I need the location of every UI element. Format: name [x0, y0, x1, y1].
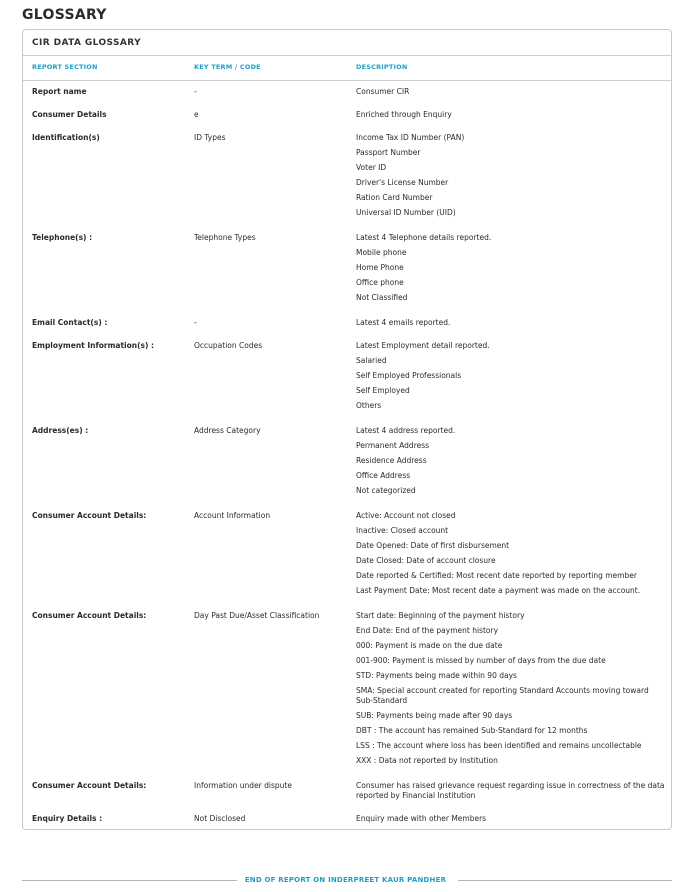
row-section: Telephone(s) :: [32, 233, 93, 242]
row-description: [356, 814, 668, 829]
row-section: Employment Information(s) :: [32, 341, 155, 350]
description-line: Last Payment Date: Most recent date a payment was made on the account.: [356, 586, 641, 595]
column-header-report-section: REPORT SECTION: [32, 63, 98, 71]
description-line: Not categorized: [356, 486, 416, 495]
description-line: Consumer has raised grievance request regarding issue in correctness of the data reported by Financial Institution: [356, 781, 665, 800]
row-key: e: [194, 110, 199, 119]
description-line: SUB: Payments being made after 90 days: [356, 711, 513, 720]
description-line: Office phone: [356, 278, 404, 287]
description-line: Permanent Address: [356, 441, 430, 450]
description-line: Active: Account not closed: [356, 511, 456, 520]
header-divider: [23, 80, 671, 81]
row-section: Consumer Account Details:: [32, 781, 147, 790]
description-line: Latest 4 address reported.: [356, 426, 456, 435]
description-line: LSS : The account where loss has been identified and remains uncollectable: [356, 741, 642, 750]
description-line: Self Employed Professionals: [356, 371, 462, 380]
row-key: ID Types: [194, 133, 226, 142]
row-key: Day Past Due/Asset Classification: [194, 611, 320, 620]
description-line: Not Classified: [356, 293, 408, 302]
description-line: Date reported & Certified: Most recent date reported by reporting member: [356, 571, 637, 580]
description-line: Residence Address: [356, 456, 427, 465]
description-line: XXX : Data not reported by Institution: [356, 756, 498, 765]
description-line: Latest 4 emails reported.: [356, 318, 451, 327]
description-line: Universal ID Number (UID): [356, 208, 456, 217]
row-key: -: [194, 87, 197, 96]
row-key: Information under dispute: [194, 781, 292, 790]
row-key: -: [194, 318, 197, 327]
row-section: Email Contact(s) :: [32, 318, 108, 327]
row-key: Telephone Types: [194, 233, 256, 242]
page-title: GLOSSARY: [22, 7, 107, 23]
row-description: [356, 87, 668, 102]
row-key: Not Disclosed: [194, 814, 246, 823]
glossary-card: [22, 29, 672, 830]
description-line: Salaried: [356, 356, 387, 365]
description-line: STD: Payments being made within 90 days: [356, 671, 517, 680]
row-description: [356, 511, 668, 601]
row-description: [356, 133, 668, 223]
row-key: Address Category: [194, 426, 261, 435]
description-line: Inactive: Closed account: [356, 526, 449, 535]
end-of-report-text: END OF REPORT ON INDERPREET KAUR PANDHER: [244, 876, 447, 884]
description-line: Income Tax ID Number (PAN): [356, 133, 465, 142]
row-section: Identification(s): [32, 133, 100, 142]
row-section: Consumer Account Details:: [32, 511, 147, 520]
row-description: [356, 318, 668, 333]
column-header-description: DESCRIPTION: [356, 63, 408, 71]
description-line: Enriched through Enquiry: [356, 110, 452, 119]
description-line: Date Opened: Date of first disbursement: [356, 541, 510, 550]
row-description: [356, 426, 668, 501]
footer-rule-right: [458, 880, 672, 881]
row-section: Enquiry Details :: [32, 814, 103, 823]
description-line: 000: Payment is made on the due date: [356, 641, 503, 650]
description-line: Date Closed: Date of account closure: [356, 556, 496, 565]
description-line: Home Phone: [356, 263, 404, 272]
row-description: [356, 233, 668, 308]
description-line: Voter ID: [356, 163, 387, 172]
description-line: Latest Employment detail reported.: [356, 341, 490, 350]
description-line: End Date: End of the payment history: [356, 626, 499, 635]
description-line: Start date: Beginning of the payment history: [356, 611, 525, 620]
description-line: Ration Card Number: [356, 193, 433, 202]
row-key: Account Information: [194, 511, 271, 520]
card-title: CIR DATA GLOSSARY: [32, 38, 142, 48]
description-line: Others: [356, 401, 382, 410]
row-section: Consumer Details: [32, 110, 107, 119]
description-line: Consumer CIR: [356, 87, 410, 96]
row-description: [356, 611, 668, 771]
description-line: Enquiry made with other Members: [356, 814, 487, 823]
description-line: Latest 4 Telephone details reported.: [356, 233, 492, 242]
row-description: [356, 781, 668, 806]
description-line: 001-900: Payment is missed by number of days from the due date: [356, 656, 606, 665]
description-line: Mobile phone: [356, 248, 407, 257]
description-line: Office Address: [356, 471, 411, 480]
description-line: Passport Number: [356, 148, 421, 157]
column-header-key-term: KEY TERM / CODE: [194, 63, 261, 71]
description-line: DBT : The account has remained Sub-Standard for 12 months: [356, 726, 588, 735]
row-section: Consumer Account Details:: [32, 611, 147, 620]
title-divider: [23, 55, 671, 56]
description-line: Self Employed: [356, 386, 410, 395]
row-description: [356, 110, 668, 125]
description-line: SMA: Special account created for reporting Standard Accounts moving toward Sub-Standard: [356, 686, 649, 705]
row-key: Occupation Codes: [194, 341, 263, 350]
description-line: Driver's License Number: [356, 178, 449, 187]
row-description: [356, 341, 668, 416]
row-section: Report name: [32, 87, 87, 96]
row-section: Address(es) :: [32, 426, 89, 435]
